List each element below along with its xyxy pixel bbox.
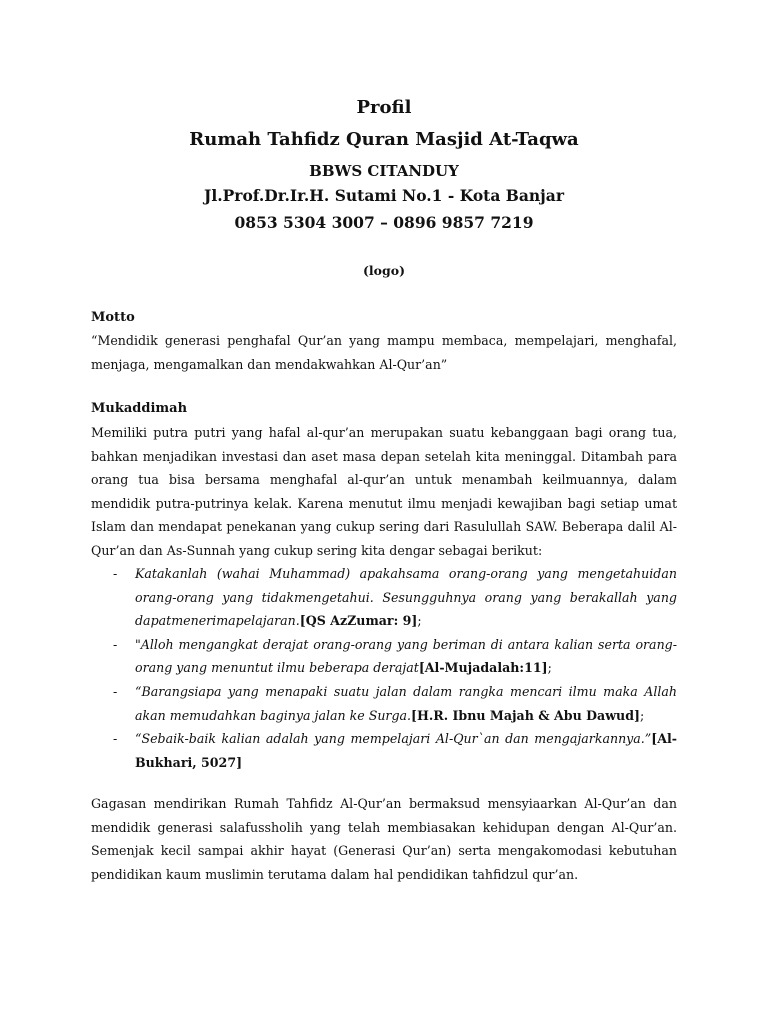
mukaddimah-heading: Mukaddimah [91, 401, 188, 416]
dalil-source: [H.R. Ibnu Majah & Abu Dawud] [411, 707, 640, 723]
organization-name: BBWS CITANDUY [309, 162, 459, 180]
list-item [91, 680, 677, 727]
dalil-punct: ; [547, 660, 552, 676]
dalil-punct: ; [639, 707, 645, 723]
list-item [91, 633, 677, 680]
dalil-source: [Al-Bukhari, 5027] [135, 731, 677, 770]
institution-name: Rumah Tahfidz Quran Masjid At-Taqwa [189, 129, 579, 150]
phone-numbers: 0853 5304 3007 – 0896 9857 7219 [234, 213, 534, 232]
list-item [91, 727, 677, 774]
bullet-dash: - [113, 566, 118, 581]
dalil-quote: “Sebaik-baik kalian adalah yang mempelajari Al-Qur`an dan mengajarkannya.” [135, 731, 652, 747]
dalil-quote: “Barangsiapa yang menapaki suatu jalan dalam rangka mencari ilmu maka Allah akan memudahkan baginya jalan ke Surga. [135, 683, 677, 723]
motto-text: “Mendidik generasi penghafal Qur’an yang mampu membaca, mempelajari, menghafal, menjaga, mengamalkan dan mendakwahkan Al-Qur’an” [91, 333, 677, 372]
mukaddimah-intro: Memiliki putra putri yang hafal al-qur’an merupakan suatu kebanggaan bagi orang tua, bahkan menjadikan investasi dan aset masa depan setelah kita meninggal. Ditambah para orang tua bisa bersama menghafal al-qur’an untuk menambah keilmuannya, dalam mendidik putra-putrinya kelak. Karena menutut ilmu menjadi kewajiban bagi setiap umat Islam dan mendapat penekanan yang cukup sering dari Rasulullah SAW. Beberapa dalil Al-Qur’an dan As-Sunnah yang cukup sering kita dengar sebagai berikut: [91, 425, 677, 558]
closing-paragraph: Gagasan mendirikan Rumah Tahfidz Al-Qur’an bermaksud mensyiaarkan Al-Qur’an dan mendidik generasi salafussholih yang telah membiasakan kehidupan dengan Al-Qur’an. Semenjak kecil sampai akhir hayat (Generasi Qur’an) serta mengakomodasi kebutuhan pendidikan kaum muslimin terutama dalam hal pendidikan tahfidzul qur’an. [91, 796, 677, 882]
bullet-dash: - [113, 731, 118, 747]
logo-placeholder: (logo) [363, 263, 405, 278]
dalil-list [91, 562, 677, 774]
dalil-quote: "Alloh mengangkat derajat orang-orang yang beriman di antara kalian serta orang-orang yang menuntut ilmu beberapa derajat [135, 636, 677, 676]
dalil-source: [Al-Mujadalah:11] [418, 660, 548, 676]
dalil-punct: ; [417, 613, 422, 629]
bullet-dash: - [113, 636, 118, 652]
bullet-dash: - [113, 683, 118, 699]
page-title: Profil [356, 97, 412, 118]
dalil-source: [QS AzZumar: 9] [299, 613, 418, 629]
dalil-quote: Katakanlah (wahai Muhammad) apakahsama orang-orang yang mengetahuidan orang-orang yang tidakmengetahui. Sesungguhnya orang yang berakallah yang dapatmenerimapelajaran. [135, 566, 677, 629]
address: Jl.Prof.Dr.Ir.H. Sutami No.1 - Kota Banjar [204, 186, 564, 205]
motto-heading: Motto [91, 310, 135, 325]
list-item [91, 562, 677, 633]
